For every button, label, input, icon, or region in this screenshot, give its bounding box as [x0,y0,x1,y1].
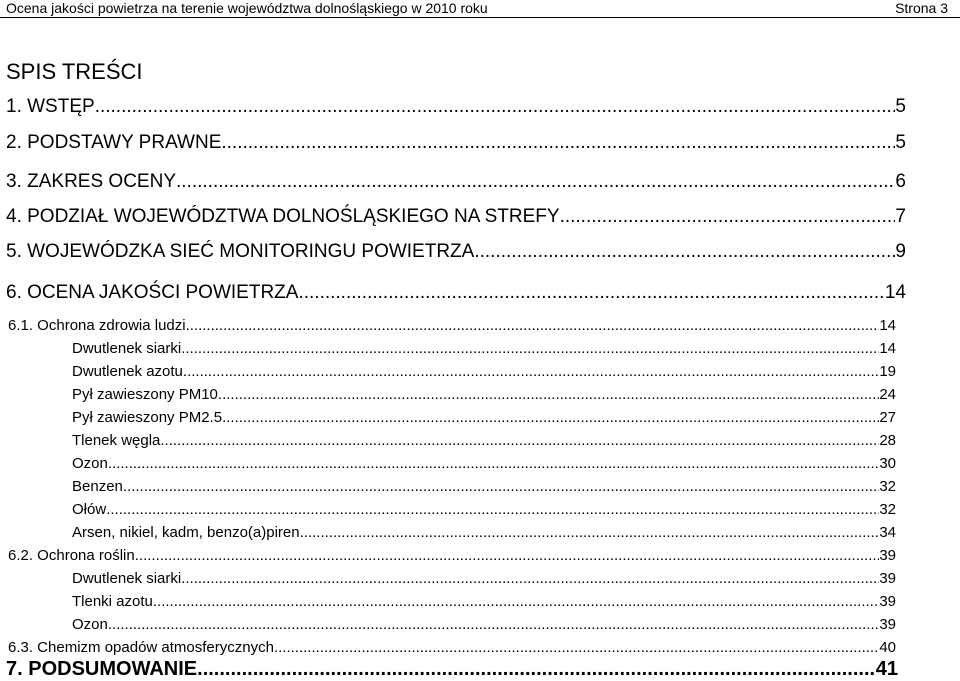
toc-leader-dots [176,170,895,194]
toc-leader-dots [181,340,879,358]
toc-leader-dots [123,478,879,496]
toc-entry-label: Dwutlenek siarki [72,340,182,357]
toc-leader-dots [183,363,879,381]
toc-entry-page: 39 [879,593,896,610]
toc-entry-page: 14 [879,340,896,357]
toc-entry[interactable] [6,657,898,681]
toc-entry-page: 19 [879,363,896,380]
page-number: Strona 3 [895,0,948,16]
toc-entry-page: 39 [879,616,896,633]
toc-entry[interactable] [72,340,896,358]
toc-leader-dots [135,547,880,565]
toc-entry-page: 39 [879,547,896,564]
toc-entry-label: 5. WOJEWÓDZKA SIEĆ MONITORINGU POWIETRZA [6,241,475,262]
toc-entry-label: 4. PODZIAŁ WOJEWÓDZTWA DOLNOŚLĄSKIEGO NA STREFY [6,206,560,227]
toc-entry-page: 39 [879,570,896,587]
toc-entry[interactable] [6,170,906,194]
toc-leader-dots [181,570,879,588]
toc-entry[interactable] [72,570,896,588]
toc-leader-dots [274,639,879,657]
toc-entry[interactable] [6,95,906,119]
toc-leader-dots [222,409,879,427]
toc-entry[interactable] [72,593,896,611]
toc-entry-label: Ołów [72,501,107,518]
toc-entry[interactable] [6,281,906,305]
toc-entry[interactable] [6,131,906,155]
toc-entry-page: 5 [895,132,906,153]
toc-leader-dots [197,657,876,681]
toc-entry[interactable] [8,547,896,565]
toc-entry[interactable] [6,240,906,264]
toc-entry-label: Ozon [72,616,108,633]
toc-entry-label: 2. PODSTAWY PRAWNE [6,132,222,153]
toc-entry-page: 40 [879,639,896,656]
document-title: Ocena jakości powietrza na terenie województwa dolnośląskiego w 2010 roku [6,0,488,16]
toc-entry-page: 6 [895,171,906,192]
toc-leader-dots [95,95,896,119]
toc-leader-dots [218,386,879,404]
toc-heading: SPIS TREŚCI [6,59,143,84]
toc-entry-page: 14 [884,282,906,303]
toc-entry-page: 5 [895,96,906,117]
toc-entry-label: Pył zawieszony PM10 [72,386,218,403]
toc-entry-page: 9 [895,241,906,262]
toc-leader-dots [106,501,879,519]
toc-entry-page: 27 [879,409,896,426]
toc-entry-label: 6.3. Chemizm opadów atmosferycznych [8,639,274,656]
toc-entry-label: Ozon [72,455,108,472]
toc-entry-label: 3. ZAKRES OCENY [6,171,176,192]
toc-entry-page: 34 [879,524,896,541]
toc-entry-label: 7. PODSUMOWANIE [6,658,198,680]
toc-entry[interactable] [8,639,896,657]
toc-entry[interactable] [72,409,896,427]
toc-entry-label: 6. OCENA JAKOŚCI POWIETRZA [6,282,299,303]
toc-entry[interactable] [8,317,896,335]
toc-entry[interactable] [72,501,896,519]
toc-entry[interactable] [72,363,896,381]
toc-entry-page: 32 [879,501,896,518]
toc-entry-page: 14 [879,317,896,334]
toc-leader-dots [186,317,880,335]
toc-entry[interactable] [72,455,896,473]
toc-leader-dots [474,240,895,264]
toc-entry-page: 41 [875,658,898,680]
toc-leader-dots [300,524,880,542]
toc-leader-dots [108,616,879,634]
toc-leader-dots [160,432,879,450]
toc-entry-label: Dwutlenek siarki [72,570,182,587]
toc-entry-label: Tlenki azotu [72,593,153,610]
toc-entry[interactable] [72,478,896,496]
toc-entry[interactable] [72,616,896,634]
toc-entry[interactable] [6,205,906,229]
toc-entry[interactable] [72,524,896,542]
toc-entry-label: Dwutlenek azotu [72,363,183,380]
toc-entry-page: 28 [879,432,896,449]
toc-entry[interactable] [72,386,896,404]
toc-entry-label: 6.1. Ochrona zdrowia ludzi [8,317,186,334]
toc-leader-dots [221,131,895,155]
toc-entry-page: 30 [879,455,896,472]
toc-entry-label: Benzen [72,478,123,495]
toc-entry-label: 1. WSTĘP [6,96,95,117]
toc-entry[interactable] [72,432,896,450]
toc-leader-dots [560,205,896,229]
toc-entry-page: 24 [879,386,896,403]
toc-leader-dots [108,455,879,473]
toc-leader-dots [153,593,879,611]
toc-entry-label: Tlenek węgla [72,432,161,449]
toc-entry-page: 32 [879,478,896,495]
toc-entry-label: 6.2. Ochrona roślin [8,547,135,564]
toc-entry-page: 7 [895,206,906,227]
toc-leader-dots [298,281,884,305]
toc-entry-label: Pył zawieszony PM2.5 [72,409,223,426]
toc-entry-label: Arsen, nikiel, kadm, benzo(a)piren [72,524,300,541]
